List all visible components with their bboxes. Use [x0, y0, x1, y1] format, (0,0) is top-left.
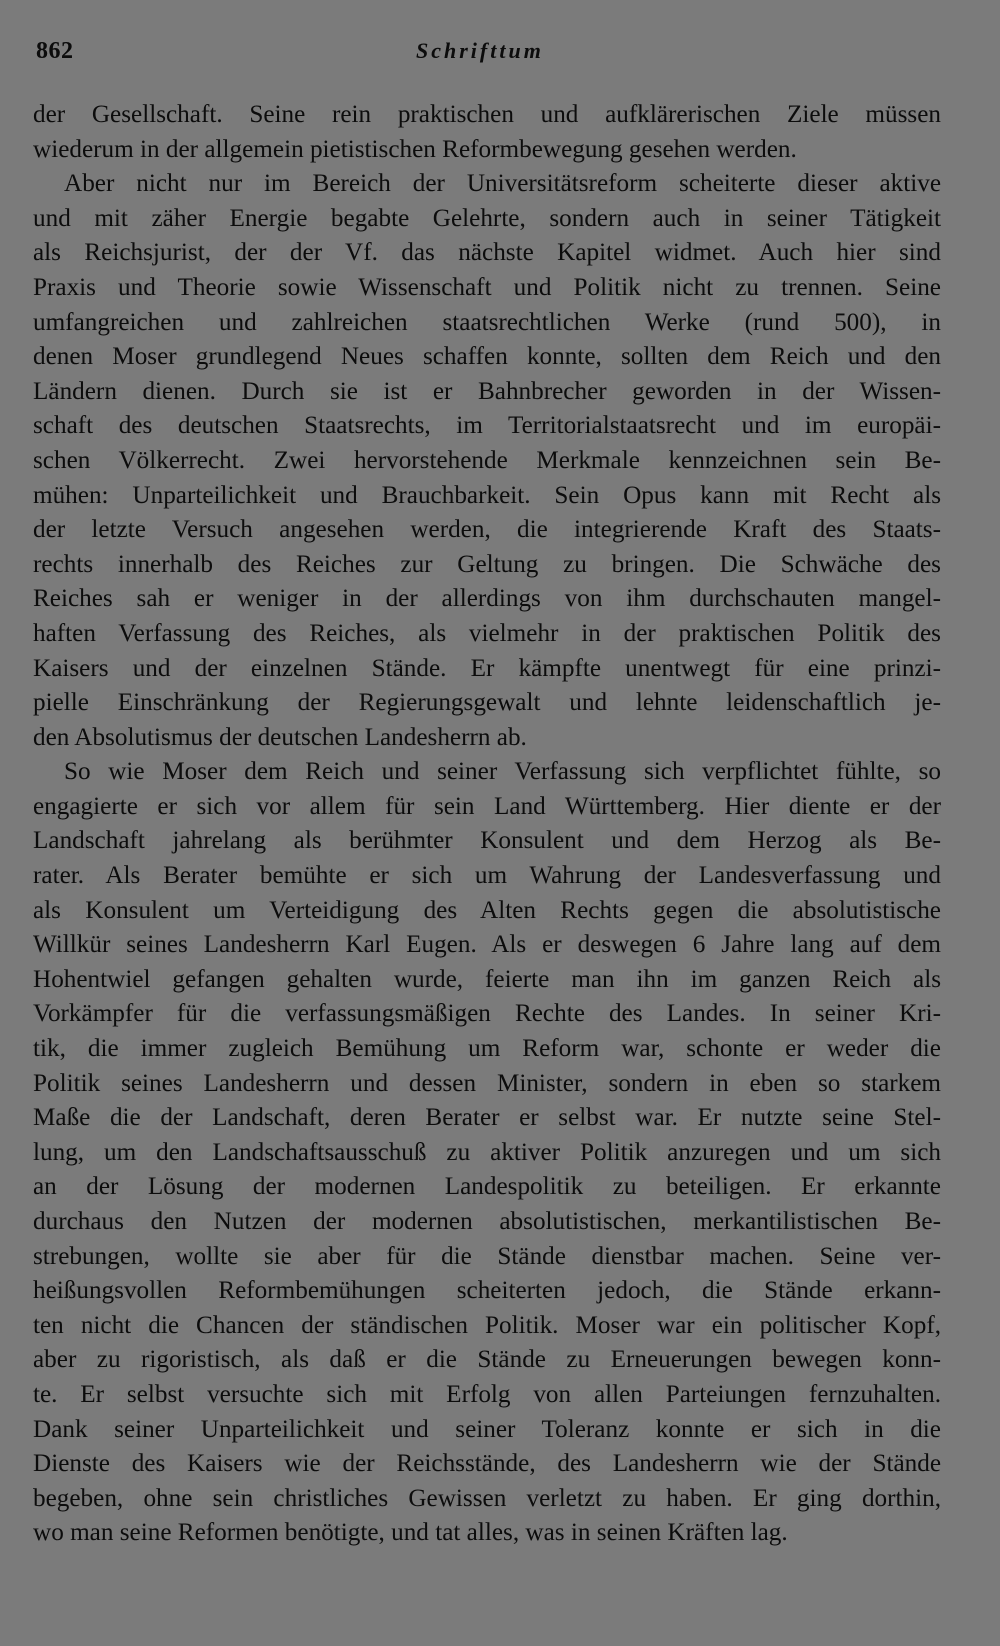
- paragraph: [33, 167, 941, 755]
- text-line: te. Er selbst versuchte sich mit Erfolg von allen Parteiungen fernzuhalten.: [33, 1380, 941, 1408]
- text-line: umfangreichen und zahlreichen staatsrechtlichen Werke (rund 500), in: [33, 308, 941, 336]
- text-line: mühen: Unparteilichkeit und Brauchbarkeit. Sein Opus kann mit Recht als: [33, 481, 941, 509]
- text-line: durchaus den Nutzen der modernen absolutistischen, merkantilistischen Be-: [33, 1208, 941, 1235]
- text-line: Maße die der Landschaft, deren Berater er selbst war. Er nutzte seine Stel-: [33, 1104, 941, 1132]
- text-line: und mit zäher Energie begabte Gelehrte, sondern auch in seiner Tätigkeit: [33, 204, 941, 232]
- running-head: Schrifttum: [416, 38, 544, 63]
- text-line: Praxis und Theorie sowie Wissenschaft und Politik nicht zu trennen. Seine: [33, 273, 941, 301]
- text-line: Willkür seines Landesherrn Karl Eugen. Als er deswegen 6 Jahre lang auf dem: [33, 931, 941, 959]
- text-line: heißungsvollen Reformbemühungen scheiterten jedoch, die Stände erkann-: [33, 1277, 941, 1305]
- text-line: So wie Moser dem Reich und seiner Verfassung sich verpflichtet fühlte, so: [64, 758, 941, 786]
- text-line: schaft des deutschen Staatsrechts, im Territorialstaatsrecht und im europäi-: [33, 412, 941, 440]
- text-line: Reiches sah er weniger in der allerdings von ihm durchschauten mangel-: [33, 585, 941, 613]
- text-line: tik, die immer zugleich Bemühung um Reform war, schonte er weder die: [33, 1035, 941, 1063]
- text-line: pielle Einschränkung der Regierungsgewalt und lehnte leidenschaftlich je-: [33, 689, 941, 717]
- text-line: ten nicht die Chancen der ständischen Politik. Moser war ein politischer Kopf,: [33, 1311, 941, 1339]
- text-line: als Konsulent um Verteidigung des Alten Rechts gegen die absolutistische: [33, 896, 941, 924]
- text-line: strebungen, wollte sie aber für die Stände dienstbar machen. Seine ver-: [33, 1242, 941, 1270]
- page-number: 862: [36, 38, 74, 64]
- text-line: lung, um den Landschaftsausschuß zu aktiver Politik anzuregen und um sich: [33, 1138, 941, 1166]
- text-line: der letzte Versuch angesehen werden, die integrierende Kraft des Staats-: [33, 516, 941, 544]
- text-line: Dank seiner Unparteilichkeit und seiner Toleranz konnte er sich in die: [33, 1415, 941, 1443]
- paragraph: [33, 98, 941, 167]
- page-header: [36, 38, 946, 78]
- body-text: [33, 98, 941, 1551]
- text-line: Kaisers und der einzelnen Stände. Er kämpfte unentwegt für eine prinzi-: [33, 654, 941, 682]
- text-line: rechts innerhalb des Reiches zur Geltung zu bringen. Die Schwäche des: [33, 550, 941, 578]
- paragraph: [33, 755, 941, 1551]
- text-line: aber zu rigoristisch, als daß er die Stände zu Erneuerungen bewegen konn-: [33, 1346, 941, 1374]
- text-line: haften Verfassung des Reiches, als vielmehr in der praktischen Politik des: [33, 619, 941, 647]
- text-line: als Reichsjurist, der der Vf. das nächste Kapitel widmet. Auch hier sind: [33, 239, 941, 267]
- text-line: begeben, ohne sein christliches Gewissen verletzt zu haben. Er ging dorthin,: [33, 1484, 941, 1512]
- text-line: den Absolutismus der deutschen Landesherrn ab.: [33, 723, 527, 751]
- text-line: Hohentwiel gefangen gehalten wurde, feierte man ihn im ganzen Reich als: [33, 965, 941, 993]
- text-line: wo man seine Reformen benötigte, und tat alles, was in seinen Kräften lag.: [33, 1519, 788, 1547]
- text-line: schen Völkerrecht. Zwei hervorstehende Merkmale kennzeichnen sein Be-: [33, 446, 941, 474]
- text-line: denen Moser grundlegend Neues schaffen konnte, sollten dem Reich und den: [33, 343, 941, 371]
- text-line: Ländern dienen. Durch sie ist er Bahnbrecher geworden in der Wissen-: [33, 377, 941, 405]
- text-line: engagierte er sich vor allem für sein Land Württemberg. Hier diente er der: [33, 792, 941, 820]
- text-line: Dienste des Kaisers wie der Reichsstände, des Landesherrn wie der Stände: [33, 1450, 941, 1478]
- text-line: wiederum in der allgemein pietistischen Reformbewegung gesehen werden.: [33, 135, 797, 163]
- text-line: Vorkämpfer für die verfassungsmäßigen Rechte des Landes. In seiner Kri-: [33, 1000, 941, 1028]
- text-line: Politik seines Landesherrn und dessen Minister, sondern in eben so starkem: [33, 1069, 941, 1097]
- text-line: an der Lösung der modernen Landespolitik zu beteiligen. Er erkannte: [33, 1173, 941, 1201]
- text-line: Aber nicht nur im Bereich der Universitätsreform scheiterte dieser aktive: [64, 170, 941, 198]
- text-line: Landschaft jahrelang als berühmter Konsulent und dem Herzog als Be-: [33, 827, 941, 855]
- text-line: der Gesellschaft. Seine rein praktischen und aufklärerischen Ziele müssen: [33, 101, 941, 128]
- text-line: rater. Als Berater bemühte er sich um Wahrung der Landesverfassung und: [33, 862, 941, 890]
